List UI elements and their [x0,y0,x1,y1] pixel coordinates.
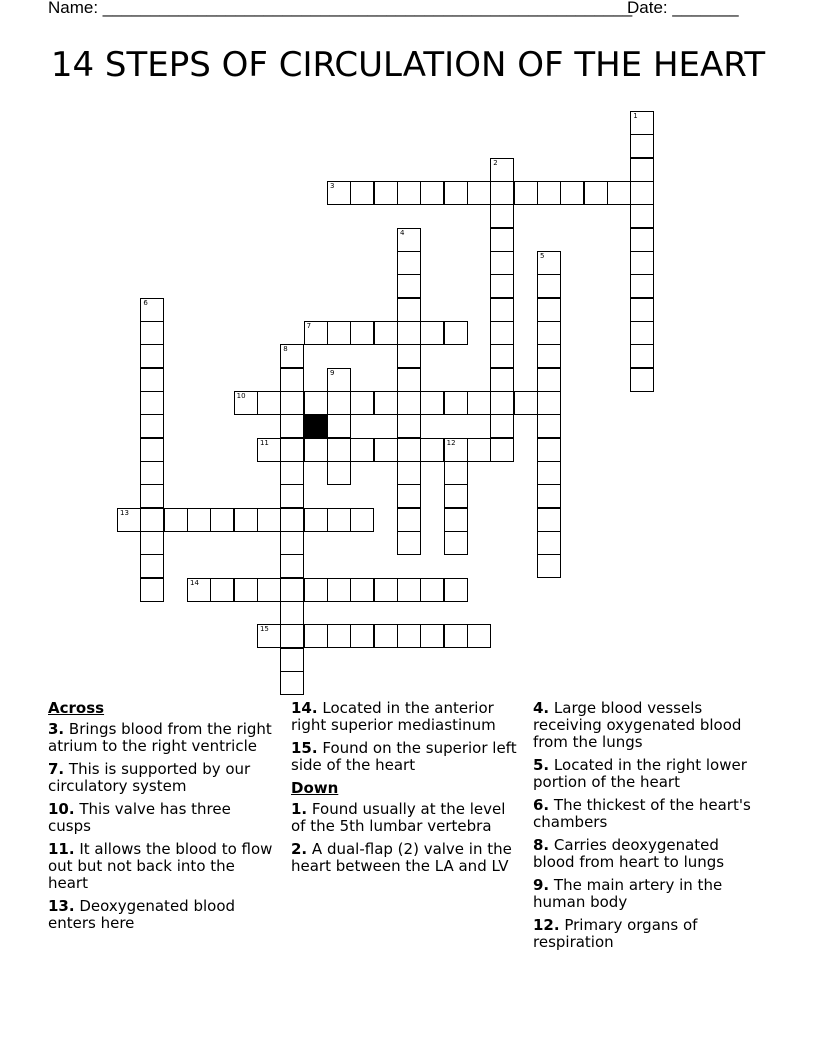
crossword-cell[interactable] [420,181,444,205]
clue-number: 8 [283,345,288,354]
clue-number: 9 [329,368,335,377]
crossword-cell[interactable] [350,624,374,648]
crossword-cell[interactable] [397,578,421,602]
crossword-cell[interactable] [304,624,328,648]
across-clue: 7. This is supported by our circulatory system [48,760,251,795]
crossword-cell[interactable] [490,228,514,252]
down-heading: Down [291,779,339,797]
crossword-cell[interactable] [630,274,654,298]
crossword-cell[interactable] [444,624,468,648]
crossword-cell[interactable] [490,251,514,275]
crossword-cell[interactable] [537,531,561,555]
crossword-cell[interactable] [537,274,561,298]
crossword-cell[interactable] [537,484,561,508]
crossword-cell[interactable] [444,578,468,602]
clue-number: 12 [446,438,456,447]
crossword-cell[interactable] [280,578,304,602]
crossword-cell[interactable] [327,438,351,462]
crossword-cell[interactable] [374,321,398,345]
clues-column-1 [48,700,278,938]
crossword-cell[interactable] [537,321,561,345]
crossword-cell[interactable] [490,368,514,392]
crossword-cell[interactable] [234,578,258,602]
crossword-cell[interactable] [537,461,561,485]
crossword-cell[interactable] [630,134,654,158]
clue-number: 2 [493,158,498,167]
crossword-cell[interactable] [327,181,351,205]
crossword-cell[interactable] [537,554,561,578]
across-clue: 11. It allows the blood to flow out but not back into the heart [48,840,273,892]
crossword-cell[interactable] [140,321,164,345]
clue-number: 13 [120,508,129,517]
crossword-cell[interactable] [234,391,258,415]
crossword-cell[interactable] [630,228,654,252]
down-clue: 1. Found usually at the level of the 5th lumbar vertebra [291,800,506,835]
crossword-cell[interactable] [374,578,398,602]
crossword-cell[interactable] [584,181,608,205]
crossword-cell[interactable] [374,181,398,205]
crossword-cell[interactable] [537,438,561,462]
crossword-cell[interactable] [490,414,514,438]
crossword-cell[interactable] [304,391,328,415]
crossword-cell[interactable] [327,368,351,392]
crossword-cell[interactable] [140,414,164,438]
clue-number: 6 [143,298,148,307]
crossword-cell[interactable] [280,414,304,438]
crossword-cell[interactable] [327,624,351,648]
clue-number: 1 [633,112,638,120]
crossword-cell[interactable] [397,344,421,368]
crossword-cell[interactable] [444,461,468,485]
clue-number: 15 [259,625,269,634]
crossword-cell[interactable] [537,181,561,205]
clue-number: 14 [189,578,199,587]
down-clue: 4. Large blood vessels receiving oxygenated blood from the lungs [533,699,742,751]
across-clue: 3. Brings blood from the right atrium to the right ventricle [48,720,272,755]
crossword-cell[interactable] [140,344,164,368]
crossword-cell[interactable] [350,181,374,205]
crossword-cell[interactable] [327,461,351,485]
crossword-cell[interactable] [280,461,304,485]
crossword-cell[interactable] [187,508,211,532]
clues-column-3 [533,700,763,957]
date-field-line: Date: _______ [627,0,739,17]
crossword-cell[interactable] [327,578,351,602]
crossword-cell[interactable] [257,508,281,532]
crossword-cell[interactable] [397,321,421,345]
across-clue: 10. This valve has three cusps [48,800,231,835]
crossword-cell[interactable] [257,391,281,415]
crossword-cell[interactable] [280,648,304,672]
crossword-cell[interactable] [140,438,164,462]
crossword-cell[interactable] [280,554,304,578]
crossword-cell[interactable] [514,181,538,205]
crossword-cell[interactable] [420,624,444,648]
crossword-cell[interactable] [350,508,374,532]
crossword-cell[interactable] [397,181,421,205]
crossword-cell[interactable] [490,438,514,462]
crossword-cell[interactable] [117,508,141,532]
crossword-cell[interactable] [140,508,164,532]
crossword-cell[interactable] [234,508,258,532]
clue-number: 5 [539,251,545,260]
crossword-cell[interactable] [397,391,421,415]
crossword-cell[interactable] [280,368,304,392]
crossword-cell[interactable] [490,321,514,345]
across-clue: 14. Located in the anterior right superior mediastinum [291,699,496,734]
crossword-cell[interactable] [397,461,421,485]
crossword-cell[interactable] [304,508,328,532]
crossword-cell[interactable] [257,624,281,648]
crossword-cell[interactable] [514,391,538,415]
crossword-cell[interactable] [280,601,304,625]
crossword-cell[interactable] [280,484,304,508]
crossword-cell[interactable] [140,461,164,485]
crossword-cell[interactable] [467,438,491,462]
crossword-cell[interactable] [490,204,514,228]
crossword-cell[interactable] [350,578,374,602]
crossword-cell[interactable] [257,438,281,462]
crossword-cell[interactable] [467,391,491,415]
down-clue: 5. Located in the right lower portion of the heart [533,756,747,791]
crossword-cell[interactable] [490,344,514,368]
crossword-cell[interactable] [397,228,421,252]
down-clue: 2. A dual-flap (2) valve in the heart between the LA and LV [291,840,512,875]
crossword-cell[interactable] [420,438,444,462]
crossword-cell[interactable] [140,484,164,508]
crossword-cell[interactable] [280,671,304,695]
crossword-cell[interactable] [280,531,304,555]
crossword-cell[interactable] [257,578,281,602]
clues-column-2 [291,700,521,881]
crossword-cell[interactable] [210,508,234,532]
clue-number: 11 [259,438,269,447]
crossword-cell[interactable] [537,391,561,415]
crossword-cell[interactable] [397,484,421,508]
crossword-cell[interactable] [467,624,491,648]
crossword-cell[interactable] [304,578,328,602]
crossword-cell[interactable] [350,321,374,345]
crossword-cell[interactable] [164,508,188,532]
crossword-cell[interactable] [374,624,398,648]
crossword-cell[interactable] [444,531,468,555]
crossword-cell[interactable] [490,181,514,205]
crossword-cell[interactable] [630,111,654,135]
crossword-cell[interactable] [140,554,164,578]
crossword-cell[interactable] [630,368,654,392]
crossword-cell[interactable] [490,391,514,415]
crossword-cell[interactable] [444,484,468,508]
crossword-cell[interactable] [630,298,654,322]
crossword-cell[interactable] [630,321,654,345]
crossword-cell[interactable] [444,438,468,462]
crossword-cell[interactable] [420,391,444,415]
crossword-cell[interactable] [350,391,374,415]
crossword-cell[interactable] [560,181,584,205]
crossword-cell[interactable] [420,578,444,602]
crossword-cell[interactable] [280,344,304,368]
crossword-cell[interactable] [397,624,421,648]
across-clue: 15. Found on the superior left side of the heart [291,739,517,774]
crossword-cell[interactable] [537,344,561,368]
across-heading: Across [48,699,105,717]
crossword-cell[interactable] [537,508,561,532]
crossword-cell[interactable] [630,181,654,205]
crossword-cell[interactable] [280,508,304,532]
crossword-cell[interactable] [397,531,421,555]
clue-number: 7 [306,321,312,330]
across-clue: 13. Deoxygenated blood enters here [48,897,236,932]
crossword-cell[interactable] [467,181,491,205]
crossword-cell[interactable] [210,578,234,602]
crossword-cell[interactable] [280,624,304,648]
down-clue: 8. Carries deoxygenated blood from heart to lungs [533,836,725,871]
crossword-cell[interactable] [327,391,351,415]
crossword-cell[interactable] [630,204,654,228]
crossword-cell[interactable] [537,414,561,438]
down-clue: 12. Primary organs of respiration [533,916,698,951]
crossword-cell[interactable] [397,368,421,392]
crossword-cell[interactable] [444,321,468,345]
crossword-cell[interactable] [280,391,304,415]
crossword-cell[interactable] [444,508,468,532]
crossword-cell[interactable] [187,578,211,602]
crossword-cell[interactable] [140,391,164,415]
crossword-cell[interactable] [397,274,421,298]
crossword-cell[interactable] [630,344,654,368]
crossword-cell[interactable] [374,438,398,462]
crossword-cell[interactable] [537,368,561,392]
crossword-cell[interactable] [327,414,351,438]
black-square [304,414,328,438]
crossword-cell[interactable] [140,298,164,322]
crossword-cell[interactable] [304,438,328,462]
crossword-cell[interactable] [397,298,421,322]
crossword-cell[interactable] [444,391,468,415]
crossword-cell[interactable] [607,181,631,205]
crossword-cell[interactable] [304,321,328,345]
crossword-cell[interactable] [490,274,514,298]
crossword-cell[interactable] [140,368,164,392]
crossword-cell[interactable] [397,508,421,532]
crossword-cell[interactable] [280,438,304,462]
crossword-cell[interactable] [397,251,421,275]
crossword-cell[interactable] [140,578,164,602]
crossword-cell[interactable] [490,158,514,182]
crossword-cell[interactable] [420,321,444,345]
crossword-cell[interactable] [397,438,421,462]
crossword-cell[interactable] [350,438,374,462]
name-field-line: Name: ________________________________________________________ [48,0,633,17]
down-clue: 6. The thickest of the heart's chambers [533,796,751,831]
crossword-cell[interactable] [327,321,351,345]
clue-number: 3 [329,181,335,190]
down-clue: 9. The main artery in the human body [533,876,723,911]
crossword-cell[interactable] [630,251,654,275]
crossword-cell[interactable] [537,298,561,322]
crossword-cell[interactable] [140,531,164,555]
crossword-cell[interactable] [397,414,421,438]
crossword-cell[interactable] [444,181,468,205]
clue-number: 10 [236,391,246,400]
crossword-cell[interactable] [490,298,514,322]
crossword-cell[interactable] [630,158,654,182]
page-title: 14 STEPS OF CIRCULATION OF THE HEART [50,45,766,85]
crossword-cell[interactable] [327,508,351,532]
clue-number: 4 [399,228,405,237]
crossword-cell[interactable] [374,391,398,415]
crossword-cell[interactable] [537,251,561,275]
